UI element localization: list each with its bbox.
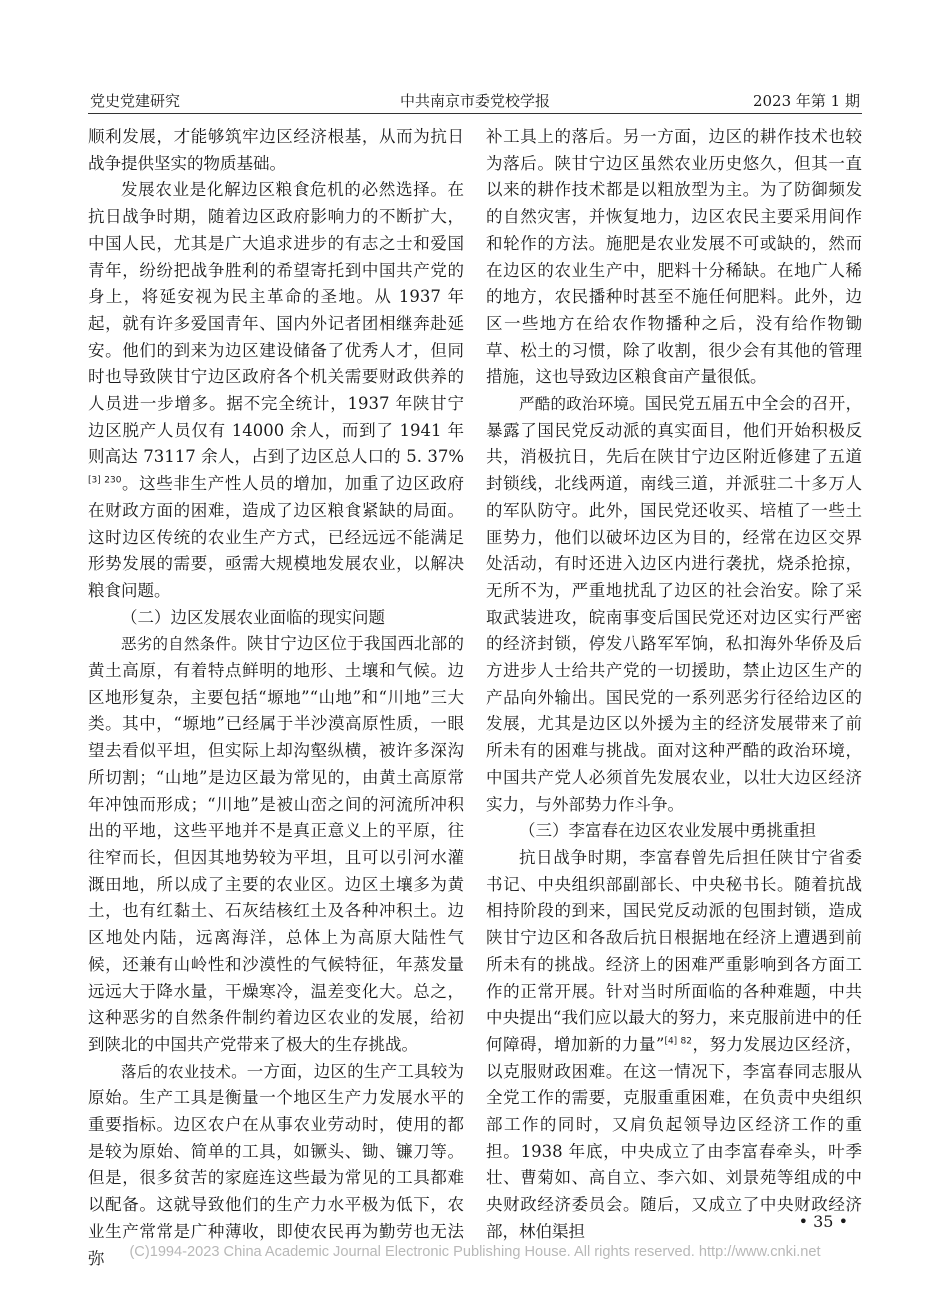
paragraph: 补工具上的落后。另一方面，边区的耕作技术也较为落后。陕甘宁边区虽然农业历史悠久，但其一直以来的耕作技术都是以粗放型为主。为了防御频发的自然灾害，并恢复地力，边区农民主要采用间作和轮作的方法。施肥是农业发展不可或缺的，然而在边区的农业生产中，肥料十分稀缺。在地广人稀的地方，农民播种时甚至不施任何肥料。此外，边区一些地方在给农作物播种之后，没有给作物锄草、松土的习惯，除了收割，很少会有其他的管理措施，这也导致边区粮食亩产量很低。 bbox=[486, 127, 862, 387]
section-heading: （二）边区发展农业面临的现实问题 bbox=[121, 607, 385, 627]
paragraph: 恶劣的自然条件。陕甘宁边区位于我国西北部的黄土高原，有着特点鲜明的地形、土壤和气候。边区地形复杂，主要包括“塬地”“山地”和“川地”三大类。其中，“塬地”已经属于半沙漠高原性质，一眼望去看似平坦，但实际上却沟壑纵横，被许多深沟所切割；“山地”是边区最为常见的，由黄土高原常年冲蚀而形成；“川地”是被山峦之间的河流所冲积出的平地，这些平地并不是真正意义上的平原，往往窄而长，但因其地势较为平坦，且可以引河水灌溉田地，所以成了主要的农业区。边区土壤多为黄土，也有红黏土、石灰结核红土及各种冲积土。边区地处内陆，远离海洋，总体上为高原大陆性气候，还兼有山岭性和沙漠性的气候特征，年蒸发量远远大于降水量，干燥寒冷，温差变化大。总之，这种恶劣的自然条件制约着边区农业的发展，给初到陕北的中国共产党带来了极大的生存挑战。 bbox=[88, 634, 464, 1054]
paragraph-lead: 恶劣的自然条件。 bbox=[121, 635, 247, 654]
left-column bbox=[88, 124, 464, 1272]
paragraph: 落后的农业技术。一方面，边区的生产工具较为原始。生产工具是衡量一个地区生产力发展水平的重要指标。边区农户在从事农业劳动时，使用的都是较为原始、简单的工具，如镢头、锄、镰刀等。但是，很多贫苦的家庭连这些最为常见的工具都难以配备。这就导致他们的生产力水平极为低下，农业生产常常是广种薄收，即使农民再为勤劳也无法弥 bbox=[88, 1061, 464, 1268]
section-heading: （三）李富春在边区农业发展中勇挑重担 bbox=[519, 821, 816, 841]
paragraph: 发展农业是化解边区粮食危机的必然选择。在抗日战争时期，随着边区政府影响力的不断扩大，中国人民，尤其是广大追求进步的有志之士和爱国青年，纷纷把战争胜利的希望寄托到中国共产党的身上，将延安视为民主革命的圣地。从 1937 年起，就有许多爱国青年、国内外记者团相继奔赴延安。他们的到来为边区建设储备了优秀人才，但同时也导致陕甘宁边区政府各个机关需要财政供养的人员进一步增多。据不完全统计，1937 年陕甘宁边区脱产人员仅有 14000 余人，而到了 1941 年则高达 73117 余人，占到了边区总人口的 5. 37%$^{[3] 230}$。这些非生产性人员的增加，加重了边区政府在财政方面的困难，造成了边区粮食紧缺的局面。这时边区传统的农业生产方式，已经远远不能满足形势发展的需要，亟需大规模地发展农业，以解决粮食问题。 bbox=[88, 180, 464, 600]
header-journal-title: 中共南京市委党校学报 bbox=[399, 92, 550, 110]
header-section-title: 党史党建研究 bbox=[90, 92, 181, 110]
paragraph-lead: 落后的农业技术。 bbox=[121, 1062, 247, 1081]
right-column bbox=[486, 124, 862, 1246]
citation: [4] 82 bbox=[664, 1036, 692, 1047]
page-number: • 35 • bbox=[798, 1212, 848, 1231]
citation: [3] 230 bbox=[88, 475, 122, 486]
paragraph: 抗日战争时期，李富春曾先后担任陕甘宁省委书记、中央组织部副部长、中央秘书长。随着抗战相持阶段的到来，国民党反动派的包围封锁，造成陕甘宁边区和各敌后抗日根据地在经济上遭遇到前所未有的挑战。经济上的困难严重影响到各方面工作的正常开展。针对当时所面临的各种难题，中共中央提出“我们应以最大的努力，来克服前进中的任何障碍，增加新的力量”$^{[4] 82}$，努力发展边区经济，以克服财政困难。在这一情况下，李富春同志服从全党工作的需要，克服重重困难，在负责中央组织部工作的同时，又肩负起领导边区经济工作的重担。1938 年底，中央成立了由李富春牵头，叶季壮、曹菊如、高自立、李六如、刘景苑等组成的中央财政经济委员会。随后，又成立了中央财政经济部，林伯渠担 bbox=[486, 847, 862, 1241]
copyright-footer: (C)1994-2023 China Academic Journal Electronic Publishing House. All rights reserved. http://www.cnki.net bbox=[129, 1244, 821, 1260]
paragraph: 顺利发展，才能够筑牢边区经济根基，从而为抗日战争提供坚实的物质基础。 bbox=[88, 127, 464, 173]
header-rule bbox=[88, 113, 862, 114]
paragraph-lead: 严酷的政治环境。 bbox=[519, 395, 645, 414]
running-header bbox=[88, 88, 862, 114]
paragraph: 严酷的政治环境。国民党五届五中全会的召开，暴露了国民党反动派的真实面目，他们开始积极反共，消极抗日，先后在陕甘宁边区附近修建了五道封锁线，北线两道，南线三道，并派驻二十多万人的军队防守。此外，国民党还收买、培植了一些土匪势力，他们以破坏边区为目的，经常在边区交界处活动，有时还进入边区内进行袭扰，烧杀抢掠，无所不为，严重地扰乱了边区的社会治安。除了采取武装进攻，皖南事变后国民党还对边区实行严密的经济封锁，停发八路军军饷，私扣海外华侨及后方进步人士给共产党的一切援助，禁止边区生产的产品向外输出。国民党的一系列恶劣行径给边区的发展，尤其是边区以外援为主的经济发展带来了前所未有的困难与挑战。面对这种严酷的政治环境，中国共产党人必须首先发展农业，以壮大边区经济实力，与外部势力作斗争。 bbox=[486, 394, 862, 814]
header-issue: 2023 年第 1 期 bbox=[752, 92, 860, 110]
